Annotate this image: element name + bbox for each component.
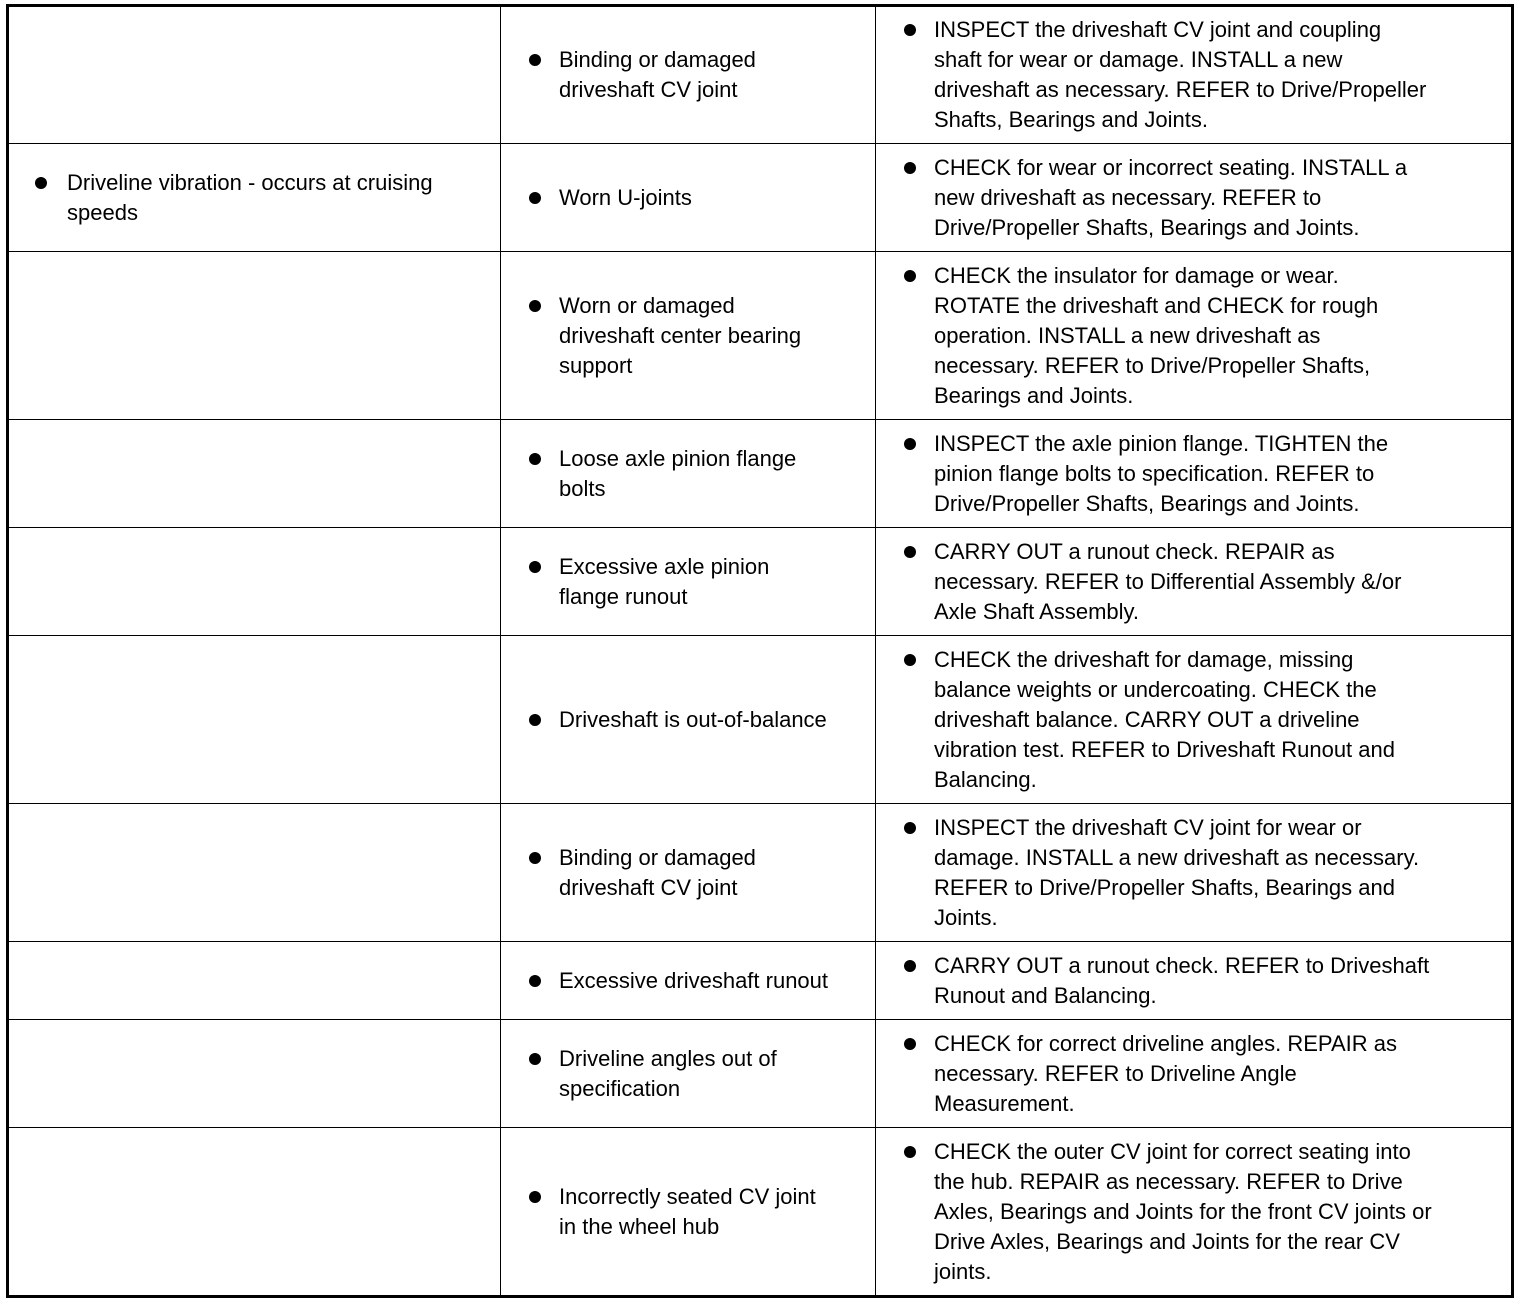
action-cell: [876, 942, 1513, 1020]
action-item: [876, 951, 1511, 1011]
bullet-icon: [904, 1038, 916, 1050]
table-row: [8, 420, 1513, 528]
cause-text: Excessive driveshaft runout: [559, 967, 829, 993]
action-text: INSPECT the axle pinion flange. TIGHTEN the pinion flange bolts to specification. REFER to Drive/Propeller Shafts, Bearings and Joints.: [934, 430, 1389, 516]
action-item: [876, 1029, 1511, 1119]
symptom-cell: [8, 6, 501, 144]
action-cell: [876, 6, 1513, 144]
cause-text: Loose axle pinion flange bolts: [559, 445, 797, 501]
symptom-cell: [8, 1128, 501, 1297]
bullet-icon: [904, 270, 916, 282]
diagnosis-table: [6, 4, 1514, 1298]
table-row: [8, 252, 1513, 420]
symptom-cell: [8, 528, 501, 636]
action-text: CARRY OUT a runout check. REFER to Driveshaft Runout and Balancing.: [934, 952, 1430, 1008]
cause-text: Excessive axle pinion flange runout: [559, 553, 770, 609]
cause-cell: [501, 144, 876, 252]
bullet-icon: [529, 1191, 541, 1203]
cause-text: Driveline angles out of specification: [559, 1045, 777, 1101]
bullet-icon: [529, 300, 541, 312]
action-item: [876, 153, 1511, 243]
cause-text: Incorrectly seated CV joint in the wheel hub: [559, 1183, 816, 1239]
action-text: CHECK the driveshaft for damage, missing balance weights or undercoating. CHECK the driveshaft balance. CARRY OUT a driveline vibration test. REFER to Driveshaft Runout and Balancing.: [934, 646, 1395, 792]
symptom-cell: [8, 1020, 501, 1128]
action-text: CHECK the outer CV joint for correct seating into the hub. REPAIR as necessary. REFER to Drive Axles, Bearings and Joints for the front CV joints or Drive Axles, Bearings and Joints for the rear CV joints.: [934, 1138, 1432, 1284]
table-row: [8, 6, 1513, 144]
action-item: [876, 15, 1511, 135]
symptom-item: [9, 168, 500, 228]
action-text: CHECK for wear or incorrect seating. INSTALL a new driveshaft as necessary. REFER to Drive/Propeller Shafts, Bearings and Joints.: [934, 154, 1408, 240]
action-text: CHECK for correct driveline angles. REPAIR as necessary. REFER to Driveline Angle Measurement.: [934, 1030, 1397, 1116]
cause-cell: [501, 1020, 876, 1128]
bullet-icon: [35, 177, 47, 189]
cause-cell: [501, 6, 876, 144]
bullet-icon: [904, 654, 916, 666]
cause-item: [501, 705, 875, 735]
symptom-cell: [8, 804, 501, 942]
cause-text: Worn U-joints: [559, 184, 692, 210]
cause-item: [501, 843, 875, 903]
cause-item: [501, 291, 875, 381]
bullet-icon: [529, 54, 541, 66]
action-item: [876, 537, 1511, 627]
table-row: [8, 942, 1513, 1020]
action-text: INSPECT the driveshaft CV joint for wear or damage. INSTALL a new driveshaft as necessary. REFER to Drive/Propeller Shafts, Bearings and Joints.: [934, 814, 1420, 930]
cause-item: [501, 1182, 875, 1242]
action-text: CARRY OUT a runout check. REPAIR as necessary. REFER to Differential Assembly &/or Axle Shaft Assembly.: [934, 538, 1402, 624]
symptom-cell: [8, 636, 501, 804]
table-row: [8, 144, 1513, 252]
cause-item: [501, 966, 875, 996]
symptom-cell: [8, 252, 501, 420]
action-cell: [876, 144, 1513, 252]
cause-item: [501, 552, 875, 612]
cause-cell: [501, 804, 876, 942]
bullet-icon: [529, 975, 541, 987]
bullet-icon: [904, 1146, 916, 1158]
action-text: CHECK the insulator for damage or wear. ROTATE the driveshaft and CHECK for rough operation. INSTALL a new driveshaft as necessary. REFER to Drive/Propeller Shafts, Bearings and Joints.: [934, 262, 1379, 408]
cause-cell: [501, 636, 876, 804]
action-text: INSPECT the driveshaft CV joint and coupling shaft for wear or damage. INSTALL a new driveshaft as necessary. REFER to Drive/Propeller Shafts, Bearings and Joints.: [934, 17, 1427, 132]
cause-item: [501, 444, 875, 504]
cause-cell: [501, 942, 876, 1020]
action-cell: [876, 1020, 1513, 1128]
cause-item: [501, 45, 875, 105]
action-cell: [876, 1128, 1513, 1297]
table-row: [8, 636, 1513, 804]
bullet-icon: [529, 192, 541, 204]
action-cell: [876, 804, 1513, 942]
action-item: [876, 813, 1511, 933]
cause-cell: [501, 1128, 876, 1297]
bullet-icon: [904, 438, 916, 450]
bullet-icon: [904, 546, 916, 558]
action-cell: [876, 636, 1513, 804]
bullet-icon: [529, 1053, 541, 1065]
bullet-icon: [529, 453, 541, 465]
table-row: [8, 804, 1513, 942]
table-row: [8, 1128, 1513, 1297]
table-row: [8, 1020, 1513, 1128]
symptom-cell: [8, 942, 501, 1020]
action-item: [876, 1137, 1511, 1287]
symptom-cell: [8, 420, 501, 528]
bullet-icon: [904, 822, 916, 834]
bullet-icon: [904, 162, 916, 174]
action-cell: [876, 420, 1513, 528]
symptom-text: Driveline vibration - occurs at cruising speeds: [67, 169, 433, 225]
bullet-icon: [529, 714, 541, 726]
cause-text: Binding or damaged driveshaft CV joint: [559, 844, 756, 900]
cause-item: [501, 183, 875, 213]
bullet-icon: [529, 852, 541, 864]
bullet-icon: [904, 24, 916, 36]
cause-text: Worn or damaged driveshaft center bearing support: [559, 292, 802, 378]
table-row: [8, 528, 1513, 636]
action-item: [876, 261, 1511, 411]
cause-cell: [501, 252, 876, 420]
cause-text: Driveshaft is out-of-balance: [559, 706, 827, 732]
action-item: [876, 645, 1511, 795]
symptom-cell: [8, 144, 501, 252]
cause-cell: [501, 528, 876, 636]
action-cell: [876, 528, 1513, 636]
bullet-icon: [904, 960, 916, 972]
cause-cell: [501, 420, 876, 528]
cause-item: [501, 1044, 875, 1104]
action-cell: [876, 252, 1513, 420]
cause-text: Binding or damaged driveshaft CV joint: [559, 47, 756, 102]
action-item: [876, 429, 1511, 519]
bullet-icon: [529, 561, 541, 573]
